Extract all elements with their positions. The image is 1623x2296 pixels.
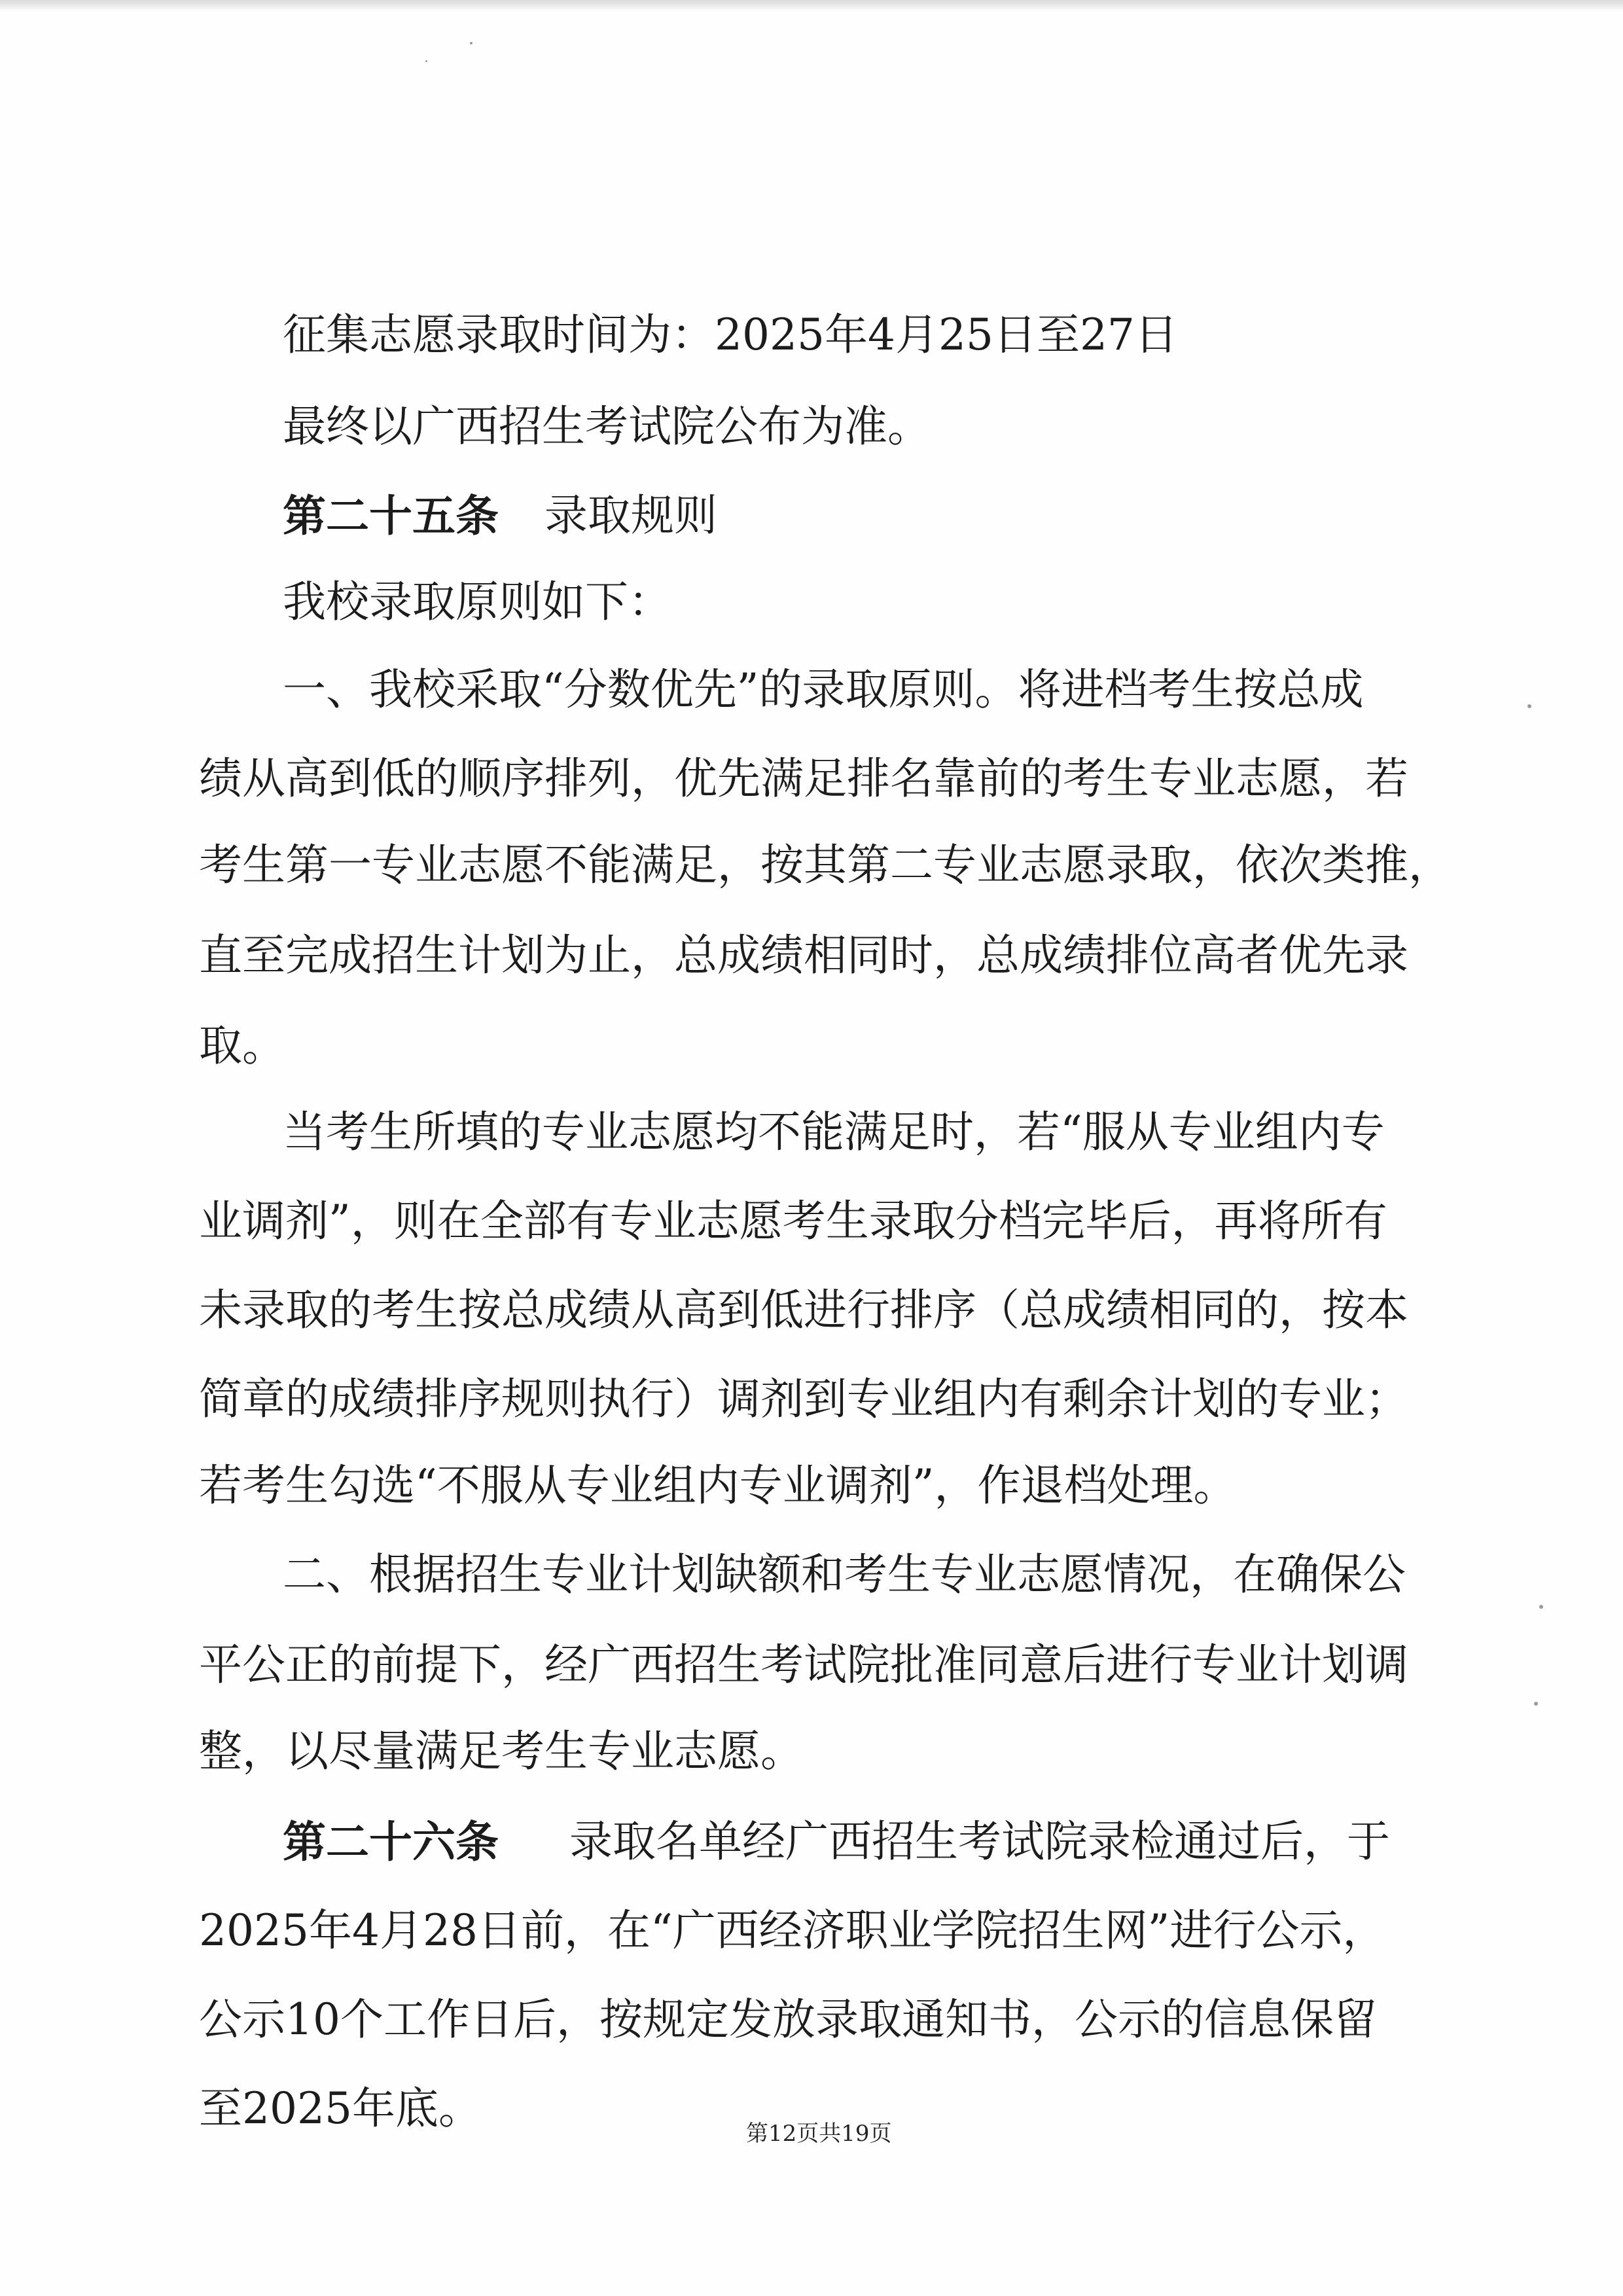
scan-speck — [1539, 1605, 1543, 1609]
text-line-12: 未录取的考生按总成绩从高到低进行排序（总成绩相同的，按本 — [199, 1285, 1408, 1335]
text-line-5: 一、我校采取“分数优先”的录取原则。将进档考生按总成 — [283, 664, 1364, 715]
text-line-6: 绩从高到低的顺序排列，优先满足排名靠前的考生专业志愿，若 — [199, 753, 1408, 804]
scan-speck — [1534, 1702, 1538, 1706]
text-line-17: 整，以尽量满足考生专业志愿。 — [199, 1726, 804, 1776]
text-line-19: 录取名单经广西招生考试院录检通过后，于 — [569, 1816, 1390, 1867]
text-line-21: 公示10个工作日后，按规定发放录取通知书，公示的信息保留 — [199, 1994, 1377, 2045]
text-line-4: 我校录取原则如下： — [283, 577, 671, 627]
text-line-22: 至2025年底。 — [199, 2083, 482, 2134]
text-line-13: 简章的成绩排序规则执行）调剂到专业组内有剩余计划的专业； — [199, 1374, 1408, 1424]
scan-edge — [0, 0, 1623, 12]
text-line-14: 若考生勾选“不服从专业组内专业调剂”，作退档处理。 — [199, 1460, 1237, 1511]
text-line-2: 最终以广西招生考试院公布为准。 — [283, 401, 931, 452]
text-line-7: 考生第一专业志愿不能满足，按其第二专业志愿录取，依次类推， — [199, 840, 1452, 890]
scan-speck — [470, 42, 473, 45]
text-line-16: 平公正的前提下，经广西招生考试院批准同意后进行专业计划调 — [199, 1640, 1408, 1690]
text-line-8: 直至完成招生计划为止，总成绩相同时，总成绩排位高者优先录 — [199, 930, 1408, 980]
scan-speck — [1527, 704, 1531, 708]
text-line-20: 2025年4月28日前，在“广西经济职业学院招生网”进行公示， — [199, 1905, 1386, 1956]
text-line-15: 二、根据招生专业计划缺额和考生专业志愿情况，在确保公 — [283, 1549, 1406, 1600]
text-line-10: 当考生所填的专业志愿均不能满足时，若“服从专业组内专 — [283, 1107, 1385, 1157]
page-number-footer: 第12页共19页 — [746, 2121, 892, 2147]
text-line-11: 业调剂”，则在全部有专业志愿考生录取分档完毕后，再将所有 — [199, 1196, 1387, 1246]
article-25-heading: 第二十五条 — [283, 490, 499, 541]
article-26-heading: 第二十六条 — [283, 1816, 499, 1867]
article-25-title: 录取规则 — [544, 490, 717, 541]
text-line-9: 取。 — [199, 1020, 285, 1071]
text-line-1: 征集志愿录取时间为：2025年4月25日至27日 — [283, 310, 1178, 360]
scan-speck — [425, 60, 427, 62]
